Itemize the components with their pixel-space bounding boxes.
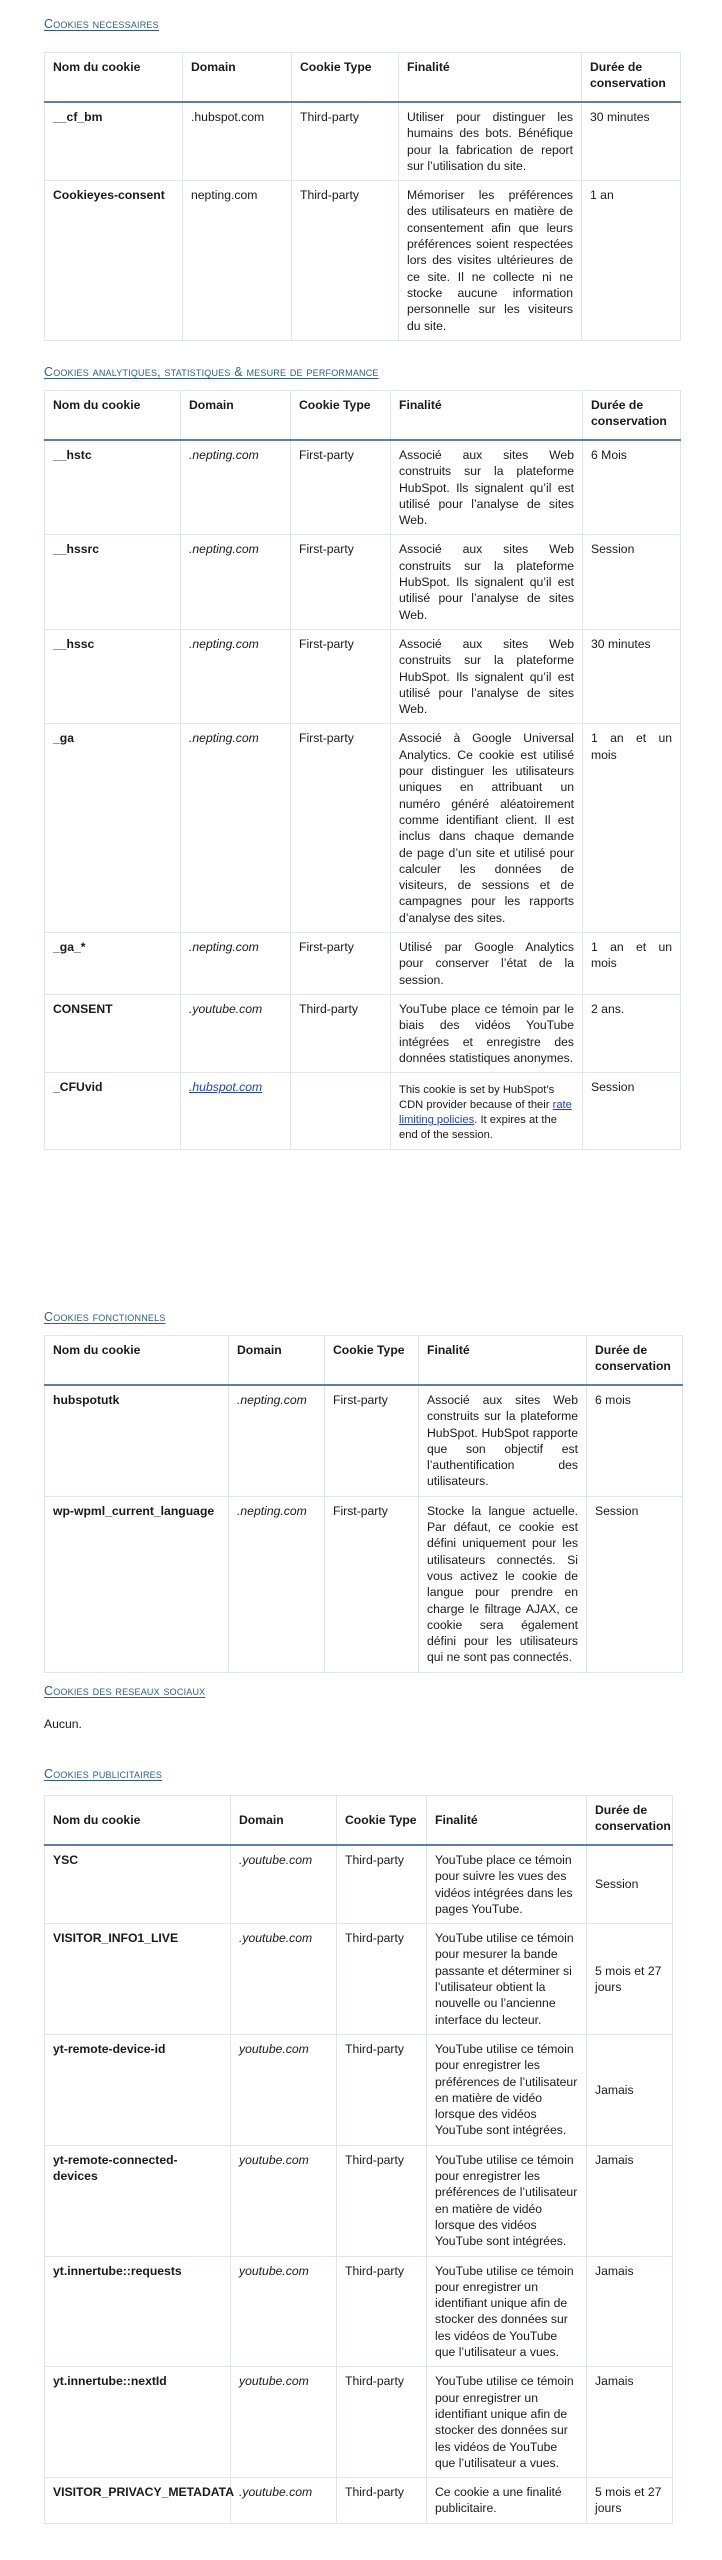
cookie-name: yt-remote-connected-devices xyxy=(45,2145,231,2256)
cookie-type: First-party xyxy=(325,1385,419,1496)
column-header-domain: Domain xyxy=(231,1796,337,1846)
cookie-name: __cf_bm xyxy=(45,102,183,181)
column-header-name: Nom du cookie xyxy=(45,53,183,103)
cookie-type: First-party xyxy=(291,535,391,629)
cookie-duration: 5 mois et 27 jours xyxy=(587,2478,673,2524)
cookie-domain: .nepting.com xyxy=(229,1385,325,1496)
cookie-type: Third-party xyxy=(337,1924,427,2035)
cookie-purpose: YouTube utilise ce témoin pour enregistrer un identifiant unique afin de stocker des données sur les vidéos de YouTube que l’utilisateur a vues. xyxy=(427,2256,587,2367)
cookie-name: VISITOR_INFO1_LIVE xyxy=(45,1924,231,2035)
cookies-table-analytiques xyxy=(44,390,681,1150)
cookie-domain: .youtube.com xyxy=(231,1845,337,1924)
table-row xyxy=(45,181,681,341)
column-header-type: Cookie Type xyxy=(325,1336,419,1386)
table-row xyxy=(45,535,681,629)
cookie-duration: 1 an et un mois xyxy=(583,933,681,995)
section-title-publicitaires: Cookies publicitaires xyxy=(44,1767,163,1781)
cookie-duration: 2 ans. xyxy=(583,994,681,1072)
cookie-duration: 1 an et un mois xyxy=(583,724,681,933)
cookie-name: yt.innertube::requests xyxy=(45,2256,231,2367)
column-header-duration: Durée de conservation xyxy=(582,53,681,103)
cookie-type: First-party xyxy=(325,1496,419,1672)
table-row xyxy=(45,629,681,723)
cookie-name: VISITOR_PRIVACY_METADATA xyxy=(45,2478,231,2524)
table-row xyxy=(45,2367,673,2478)
cookie-purpose: Stocke la langue actuelle. Par défaut, ce cookie est défini uniquement pour les utilisateurs connectés. Si vous activez le cookie de langue pour prendre en charge le filtrage AJAX, ce cookie sera également défini pour les utilisateurs qui ne sont pas connectés. xyxy=(419,1496,587,1672)
cookie-purpose: Associé à Google Universal Analytics. Ce cookie est utilisé pour distinguer les utilisateurs uniques en attribuant un numéro généré aléatoirement comme identifiant client. Il est inclus dans chaque demande de page d’un site et utilisé pour calculer les données de visiteurs, de sessions et de campagnes pour les rapports d’analyse des sites. xyxy=(391,724,583,933)
no-cookies-text: Aucun. xyxy=(44,1717,82,1731)
table-row xyxy=(45,724,681,933)
cookie-type: Third-party xyxy=(337,2256,427,2367)
cookie-domain: .hubspot.com xyxy=(183,102,292,181)
column-header-duration: Durée de conservation xyxy=(583,391,681,441)
column-header-purpose: Finalité xyxy=(419,1336,587,1386)
section-title-analytiques: Cookies analytiques, statistiques & mesure de performance xyxy=(44,365,379,379)
cookie-duration: Session xyxy=(583,535,681,629)
column-header-purpose: Finalité xyxy=(399,53,582,103)
cookie-duration: 6 mois xyxy=(587,1385,683,1496)
cookie-domain: youtube.com xyxy=(231,2367,337,2478)
cookie-duration: Session xyxy=(587,1845,673,1924)
cookie-domain: .nepting.com xyxy=(229,1496,325,1672)
cookie-domain: .youtube.com xyxy=(231,1924,337,2035)
cookie-name: CONSENT xyxy=(45,994,181,1072)
cookies-table-necessaires xyxy=(44,52,681,341)
column-header-duration: Durée de conservation xyxy=(587,1796,673,1846)
cookie-purpose: YouTube utilise ce témoin pour mesurer la bande passante et déterminer si l’utilisateur obtient la nouvelle ou l’ancienne interface du lecteur. xyxy=(427,1924,587,2035)
cookie-purpose: Associé aux sites Web construits sur la plateforme HubSpot. Ils signalent qu’il est utilisé pour l’analyse de sites Web. xyxy=(391,535,583,629)
cookie-name: _ga xyxy=(45,724,181,933)
cookie-duration: 30 minutes xyxy=(583,629,681,723)
cookie-type: Third-party xyxy=(337,1845,427,1924)
cookie-duration: 1 an xyxy=(582,181,681,341)
cookie-purpose: YouTube place ce témoin par le biais des vidéos YouTube intégrées et enregistre des données statistiques anonymes. xyxy=(391,994,583,1072)
table-row xyxy=(45,2034,673,2145)
section-title-fonctionnels: Cookies fonctionnels xyxy=(44,1310,166,1324)
cookie-purpose-text xyxy=(399,1079,574,1143)
cookie-domain: youtube.com xyxy=(231,2256,337,2367)
column-header-purpose: Finalité xyxy=(427,1796,587,1846)
cookie-duration: 6 Mois xyxy=(583,440,681,535)
cookie-name: _ga_* xyxy=(45,933,181,995)
cookie-name: yt.innertube::nextId xyxy=(45,2367,231,2478)
cookie-type: First-party xyxy=(291,629,391,723)
cookie-domain: youtube.com xyxy=(231,2034,337,2145)
cookie-duration: Session xyxy=(587,1496,683,1672)
cookie-domain: .nepting.com xyxy=(181,933,291,995)
cookie-name: __hssc xyxy=(45,629,181,723)
cookie-purpose: Associé aux sites Web construits sur la plateforme HubSpot. HubSpot rapporte que son objectif est l’authentification des utilisateurs. xyxy=(419,1385,587,1496)
cookie-domain: youtube.com xyxy=(231,2145,337,2256)
cookie-name: _CFUvid xyxy=(45,1073,181,1150)
table-row xyxy=(45,2478,673,2524)
table-row xyxy=(45,994,681,1072)
cookies-table-fonctionnels xyxy=(44,1335,683,1673)
cookie-type: Third-party xyxy=(337,2367,427,2478)
cookie-type: Third-party xyxy=(337,2145,427,2256)
cookie-type: Third-party xyxy=(337,2478,427,2524)
cookie-type: First-party xyxy=(291,933,391,995)
cookie-domain: .nepting.com xyxy=(181,535,291,629)
cookie-name: Cookieyes-consent xyxy=(45,181,183,341)
cookie-type: Third-party xyxy=(337,2034,427,2145)
table-row xyxy=(45,2256,673,2367)
cookie-type: Third-party xyxy=(291,994,391,1072)
column-header-domain: Domain xyxy=(181,391,291,441)
table-row xyxy=(45,1385,683,1496)
purpose-text-end: . It expires at the end of the session. xyxy=(399,1114,557,1142)
table-row xyxy=(45,933,681,995)
cookie-domain xyxy=(181,1073,291,1150)
purpose-text-start: This cookie is set by HubSpot’s CDN provider because of their xyxy=(399,1084,555,1112)
cookie-name: wp-wpml_current_language xyxy=(45,1496,229,1672)
cookie-duration: Jamais xyxy=(587,2034,673,2145)
column-header-domain: Domain xyxy=(183,53,292,103)
cookie-name: hubspotutk xyxy=(45,1385,229,1496)
cookie-type: First-party xyxy=(291,724,391,933)
cookie-purpose: Utiliser pour distinguer les humains des bots. Bénéfique pour la fabrication de report sur l’utilisation du site. xyxy=(399,102,582,181)
cookie-duration: Jamais xyxy=(587,2367,673,2478)
cookies-table-publicitaires xyxy=(44,1795,673,2524)
column-header-purpose: Finalité xyxy=(391,391,583,441)
table-row xyxy=(45,1924,673,2035)
cookie-purpose: YouTube utilise ce témoin pour enregistrer les préférences de l’utilisateur en matière de vidéo lorsque des vidéos YouTube sont intégrées. xyxy=(427,2145,587,2256)
cookie-purpose xyxy=(391,1073,583,1150)
table-row xyxy=(45,2145,673,2256)
cookie-type: Third-party xyxy=(292,181,399,341)
cookie-duration: Jamais xyxy=(587,2145,673,2256)
cookie-purpose: Associé aux sites Web construits sur la plateforme HubSpot. Ils signalent qu’il est utilisé pour l’analyse de sites Web. xyxy=(391,440,583,535)
cookie-domain: .nepting.com xyxy=(181,440,291,535)
rate-limiting-policies-link[interactable]: rate limiting policies xyxy=(399,1099,572,1127)
cookie-name: __hssrc xyxy=(45,535,181,629)
table-row xyxy=(45,1073,681,1150)
table-row xyxy=(45,440,681,535)
cookie-purpose: YouTube utilise ce témoin pour enregistrer les préférences de l’utilisateur en matière de vidéo lorsque des vidéos YouTube sont intégrées. xyxy=(427,2034,587,2145)
column-header-name: Nom du cookie xyxy=(45,391,181,441)
column-header-name: Nom du cookie xyxy=(45,1336,229,1386)
cookie-purpose: Associé aux sites Web construits sur la plateforme HubSpot. Ils signalent qu’il est utilisé pour l’analyse de sites Web. xyxy=(391,629,583,723)
column-header-type: Cookie Type xyxy=(337,1796,427,1846)
table-row xyxy=(45,1845,673,1924)
table-row xyxy=(45,1496,683,1672)
cookie-purpose: Utilisé par Google Analytics pour conserver l’état de la session. xyxy=(391,933,583,995)
cookie-domain: .youtube.com xyxy=(231,2478,337,2524)
domain-link[interactable]: .hubspot.com xyxy=(189,1080,263,1095)
cookie-type: First-party xyxy=(291,440,391,535)
cookie-name: yt-remote-device-id xyxy=(45,2034,231,2145)
cookie-duration: 30 minutes xyxy=(582,102,681,181)
cookie-duration: 5 mois et 27 jours xyxy=(587,1924,673,2035)
cookie-duration: Session xyxy=(583,1073,681,1150)
cookie-type: Third-party xyxy=(292,102,399,181)
cookie-type xyxy=(291,1073,391,1150)
cookie-purpose: Ce cookie a une finalité publicitaire. xyxy=(427,2478,587,2524)
cookie-domain: .nepting.com xyxy=(181,629,291,723)
cookie-purpose: YouTube place ce témoin pour suivre les vues des vidéos intégrées dans les pages YouTube. xyxy=(427,1845,587,1924)
cookie-domain: nepting.com xyxy=(183,181,292,341)
cookie-name: YSC xyxy=(45,1845,231,1924)
section-title-sociaux: Cookies des reseaux sociaux xyxy=(44,1684,206,1698)
column-header-type: Cookie Type xyxy=(291,391,391,441)
column-header-name: Nom du cookie xyxy=(45,1796,231,1846)
section-title-necessaires: Cookies necessaires xyxy=(44,17,159,31)
cookie-domain: .nepting.com xyxy=(181,724,291,933)
cookie-purpose: YouTube utilise ce témoin pour enregistrer un identifiant unique afin de stocker des données sur les vidéos de YouTube que l’utilisateur a vues. xyxy=(427,2367,587,2478)
table-row xyxy=(45,102,681,181)
column-header-type: Cookie Type xyxy=(292,53,399,103)
column-header-domain: Domain xyxy=(229,1336,325,1386)
cookie-duration: Jamais xyxy=(587,2256,673,2367)
column-header-duration: Durée de conservation xyxy=(587,1336,683,1386)
cookie-purpose: Mémoriser les préférences des utilisateurs en matière de consentement afin que leurs préférences soient respectées lors des visites ultérieures de ce site. Il ne collecte ni ne stocke aucune information personnelle sur les visiteurs du site. xyxy=(399,181,582,341)
cookie-name: __hstc xyxy=(45,440,181,535)
cookie-domain: .youtube.com xyxy=(181,994,291,1072)
